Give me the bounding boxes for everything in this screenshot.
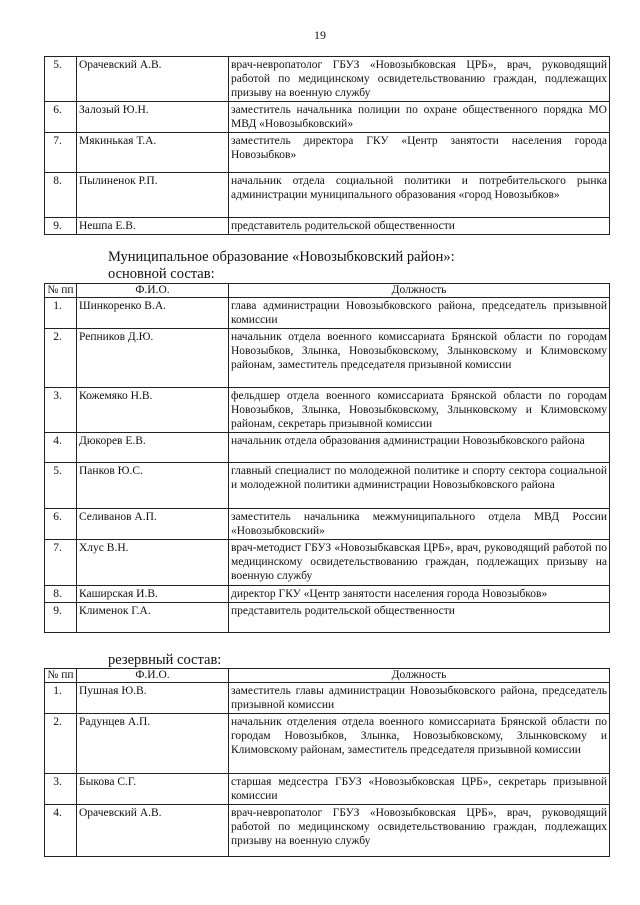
row-number: 8. bbox=[45, 586, 77, 603]
row-number: 5. bbox=[45, 463, 77, 509]
member-position: начальник отдела социальной политики и потребительского рынка администрации муниципального образования «город Новозыбков» bbox=[229, 173, 610, 218]
member-name: Кожемяко Н.В. bbox=[77, 388, 229, 433]
row-number: 5. bbox=[45, 57, 77, 102]
member-position: представитель родительской общественности bbox=[229, 218, 610, 235]
column-header-position: Должность bbox=[229, 669, 610, 683]
member-position: заместитель начальника межмуниципального отдела МВД России «Новозыбковский» bbox=[229, 509, 610, 540]
table-row bbox=[45, 714, 610, 774]
member-name: Дюкорев Е.В. bbox=[77, 433, 229, 463]
row-number: 7. bbox=[45, 133, 77, 173]
member-name: Залозый Ю.Н. bbox=[77, 102, 229, 133]
member-name: Панков Ю.С. bbox=[77, 463, 229, 509]
member-name: Репников Д.Ю. bbox=[77, 329, 229, 388]
member-name: Селиванов А.П. bbox=[77, 509, 229, 540]
column-header-number: № пп bbox=[45, 284, 77, 298]
member-position: директор ГКУ «Центр занятости населения города Новозыбков» bbox=[229, 586, 610, 603]
section-subheading-main: основной состав: bbox=[108, 266, 215, 282]
table-row bbox=[45, 102, 610, 133]
commission-table-continued bbox=[44, 56, 610, 235]
table-row bbox=[45, 433, 610, 463]
member-position: врач-невропатолог ГБУЗ «Новозыбковская ЦРБ», врач, руководящий работой по медицинскому освидетельствованию граждан, подлежащих призыву на военную службу bbox=[229, 57, 610, 102]
member-name: Мякинькая Т.А. bbox=[77, 133, 229, 173]
member-name: Орачевский А.В. bbox=[77, 57, 229, 102]
row-number: 2. bbox=[45, 714, 77, 774]
member-name: Клименок Г.А. bbox=[77, 603, 229, 633]
section-heading-reserve: резервный состав: bbox=[108, 652, 222, 668]
table-row bbox=[45, 218, 610, 235]
column-header-number: № пп bbox=[45, 669, 77, 683]
table-row bbox=[45, 805, 610, 857]
member-position: старшая медсестра ГБУЗ «Новозыбковская ЦРБ», секретарь призывной комиссии bbox=[229, 774, 610, 805]
column-header-position: Должность bbox=[229, 284, 610, 298]
row-number: 4. bbox=[45, 805, 77, 857]
member-name: Быкова С.Г. bbox=[77, 774, 229, 805]
page-number: 19 bbox=[314, 28, 326, 42]
table-row bbox=[45, 133, 610, 173]
commission-table-main bbox=[44, 283, 610, 633]
member-position: главный специалист по молодежной политике и спорту сектора социальной и молодежной политики администрации Новозыбковского района bbox=[229, 463, 610, 509]
member-position: начальник отдела военного комиссариата Брянской области по городам Новозыбков, Злынка, Новозыбковскому, Злынковскому и Климовскому районам, заместитель председателя призывной комиссии bbox=[229, 329, 610, 388]
row-number: 6. bbox=[45, 509, 77, 540]
row-number: 7. bbox=[45, 540, 77, 586]
member-name: Орачевский А.В. bbox=[77, 805, 229, 857]
member-position: представитель родительской общественности bbox=[229, 603, 610, 633]
row-number: 8. bbox=[45, 173, 77, 218]
row-number: 4. bbox=[45, 433, 77, 463]
table-row bbox=[45, 298, 610, 329]
table-header-row bbox=[45, 284, 610, 298]
row-number: 6. bbox=[45, 102, 77, 133]
member-position: начальник отделения отдела военного комиссариата Брянской области по городам Новозыбков, Злынка, Новозыбковскому, Злынковскому и Климовскому районам, заместитель председателя призывной комиссии bbox=[229, 714, 610, 774]
table-row bbox=[45, 463, 610, 509]
column-header-name: Ф.И.О. bbox=[77, 669, 229, 683]
member-name: Нешпа Е.В. bbox=[77, 218, 229, 235]
row-number: 9. bbox=[45, 603, 77, 633]
member-name: Шинкоренко В.А. bbox=[77, 298, 229, 329]
row-number: 1. bbox=[45, 683, 77, 714]
member-name: Радунцев А.П. bbox=[77, 714, 229, 774]
member-name: Пылиненок Р.П. bbox=[77, 173, 229, 218]
member-name: Пушная Ю.В. bbox=[77, 683, 229, 714]
row-number: 1. bbox=[45, 298, 77, 329]
table-row bbox=[45, 509, 610, 540]
member-position: заместитель начальника полиции по охране общественного порядка МО МВД «Новозыбковский» bbox=[229, 102, 610, 133]
member-name: Каширская И.В. bbox=[77, 586, 229, 603]
member-position: врач-методист ГБУЗ «Новозыбкавская ЦРБ», врач, руководящий работой по медицинскому освидетельствованию граждан, подлежащих призыву на военную службу bbox=[229, 540, 610, 586]
table-header-row bbox=[45, 669, 610, 683]
table-row bbox=[45, 774, 610, 805]
member-position: глава администрации Новозыбковского района, председатель призывной комиссии bbox=[229, 298, 610, 329]
member-name: Хлус В.Н. bbox=[77, 540, 229, 586]
member-position: врач-невропатолог ГБУЗ «Новозыбковская ЦРБ», врач, руководящий работой по медицинскому освидетельствованию граждан, подлежащих призыву на военную службу bbox=[229, 805, 610, 857]
table-row bbox=[45, 586, 610, 603]
table-row bbox=[45, 329, 610, 388]
table-row bbox=[45, 603, 610, 633]
table-row bbox=[45, 57, 610, 102]
member-position: начальник отдела образования администрации Новозыбковского района bbox=[229, 433, 610, 463]
member-position: заместитель директора ГКУ «Центр занятости населения города Новозыбков» bbox=[229, 133, 610, 173]
member-position: заместитель главы администрации Новозыбковского района, председатель призывной комиссии bbox=[229, 683, 610, 714]
column-header-name: Ф.И.О. bbox=[77, 284, 229, 298]
table-row bbox=[45, 173, 610, 218]
table-row bbox=[45, 683, 610, 714]
table-row bbox=[45, 540, 610, 586]
row-number: 3. bbox=[45, 388, 77, 433]
commission-table-reserve bbox=[44, 668, 610, 857]
section-heading-district: Муниципальное образование «Новозыбковский район»: bbox=[108, 249, 455, 265]
row-number: 9. bbox=[45, 218, 77, 235]
member-position: фельдшер отдела военного комиссариата Брянской области по городам Новозыбков, Злынка, Новозыбковскому, Злынковскому и Климовскому районам, секретарь призывной комиссии bbox=[229, 388, 610, 433]
table-row bbox=[45, 388, 610, 433]
row-number: 3. bbox=[45, 774, 77, 805]
row-number: 2. bbox=[45, 329, 77, 388]
